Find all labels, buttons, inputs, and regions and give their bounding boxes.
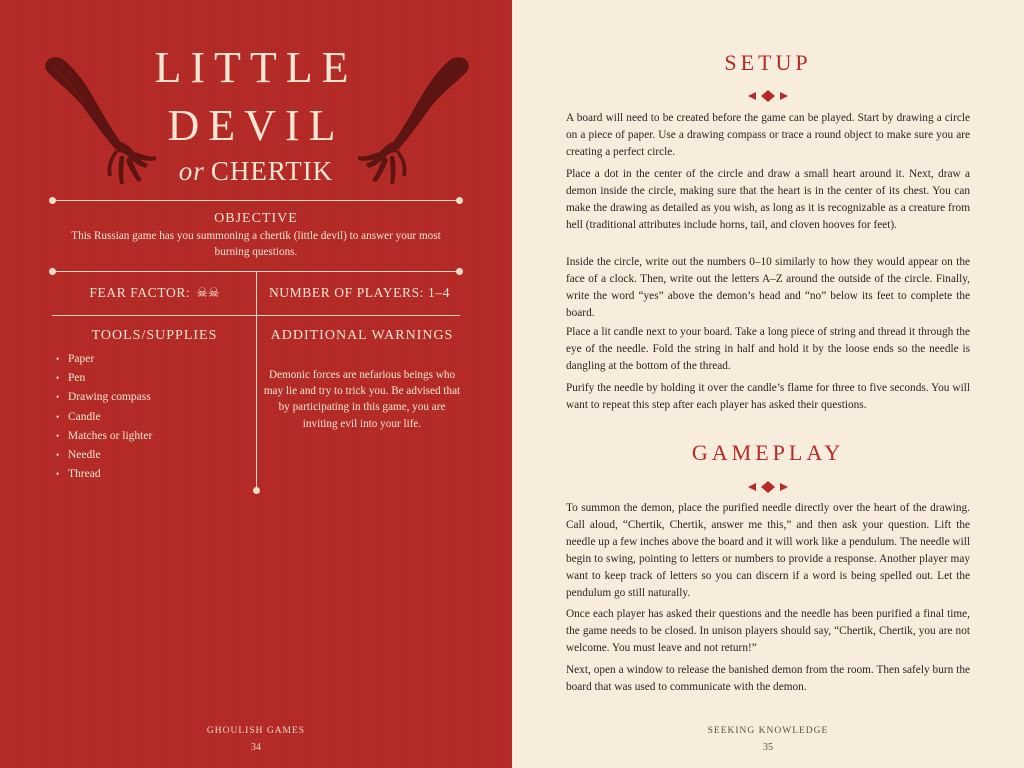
setup-paragraph: Place a lit candle next to your board. Take a long piece of string and thread it through the eye of the needle. Fold the string in half and hold it by the loose ends so the needle is dangling at the bottom of the thread.: [566, 326, 970, 372]
title-chertik: [0, 156, 512, 187]
left-page-number: 34: [251, 742, 261, 753]
right-page: [512, 0, 1024, 768]
setup-paragraph: Place a dot in the center of the circle and draw a small heart around it. Next, draw a demon inside the circle, making sure that the heart is in the center of its chest. You can make the drawing as detailed as you wish, as long as it is recognizable as a creature from hell (traditional attributes include horns, tail, and cloven hooves for feet).: [566, 168, 970, 231]
divider-top: [52, 200, 460, 201]
rule-dot: [456, 197, 463, 204]
diamond-ornament-icon: [748, 480, 788, 494]
title-chertik-word: CHERTIK: [210, 156, 334, 186]
number-of-players: NUMBER OF PLAYERS: 1–4: [268, 285, 451, 300]
additional-warnings-heading: ADDITIONAL WARNINGS: [270, 328, 454, 343]
rule-dot: [456, 268, 463, 275]
rule-dot: [253, 487, 260, 494]
additional-warnings-text: Demonic forces are nefarious beings who may lie and try to trick you. Be advised that by participating in this game, you are inviting evil into your life.: [263, 369, 461, 430]
title-little: LITTLE: [154, 43, 358, 92]
diamond-ornament-icon: [748, 89, 788, 103]
right-page-number: 35: [763, 742, 773, 753]
gameplay-paragraph: To summon the demon, place the purified needle directly over the heart of the drawing. Call aloud, “Chertik, Chertik, answer me this,” and then ask your question. Lift the needle up a few inches above the board and it will work like a pendulum. The needle will begin to swing, pointing to letters or numbers to provide a response. Another player may want to keep track of letters so you can discern if a word is being spelled out. Let the pendulum go still naturally.: [566, 502, 970, 599]
title-or: or: [178, 156, 205, 186]
tools-supplies-list: [56, 350, 246, 484]
right-running-footer: SEEKING KNOWLEDGE: [707, 726, 829, 736]
list-item: • Paper: [56, 350, 246, 369]
gameplay-paragraph: Next, open a window to release the banished demon from the room. Then safely burn the board that was used to communicate with the demon.: [566, 664, 970, 693]
left-running-footer: GHOULISH GAMES: [206, 726, 306, 736]
setup-paragraph: Purify the needle by holding it over the candle’s flame for three to five seconds. You will want to repeat this step after each player has asked their questions.: [566, 382, 970, 411]
gameplay-paragraph: Once each player has asked their questions and the needle has been purified a final time, the game needs to be closed. In unison players should say, “Chertik, Chertik, you are not welcome. You must leave and not return!”: [566, 608, 970, 654]
fear-factor-label: FEAR FACTOR:: [89, 285, 191, 300]
list-item: • Needle: [56, 446, 246, 465]
list-item: • Matches or lighter: [56, 427, 246, 446]
list-item: • Candle: [56, 408, 246, 427]
gameplay-heading: GAMEPLAY: [691, 440, 845, 465]
setup-paragraph: Inside the circle, write out the numbers 0–10 similarly to how they would appear on the face of a clock. Then, write out the letters A–Z around the outside of the circle. Finally, write the word “yes” above the demon’s head and “no” below its feet to complete the board.: [566, 256, 970, 319]
title-devil: DEVIL: [167, 101, 345, 150]
list-item: • Drawing compass: [56, 388, 246, 407]
tools-supplies-heading: TOOLS/SUPPLIES: [91, 328, 218, 343]
setup-heading: SETUP: [724, 50, 812, 75]
setup-paragraph: A board will need to be created before the game can be played. Start by drawing a circle on a piece of paper. Use a drawing compass or trace a round object to make sure you are creating a perfect circle.: [566, 112, 970, 158]
list-item: • Thread: [56, 465, 246, 484]
list-item: • Pen: [56, 369, 246, 388]
objective-text: This Russian game has you summoning a chertik (little devil) to answer your most burning questions.: [71, 230, 441, 258]
skull-crossbones-icon: ☠☠: [196, 285, 220, 300]
objective-heading: OBJECTIVE: [214, 211, 298, 226]
fear-factor: [52, 285, 257, 301]
divider-vertical: [256, 271, 257, 490]
